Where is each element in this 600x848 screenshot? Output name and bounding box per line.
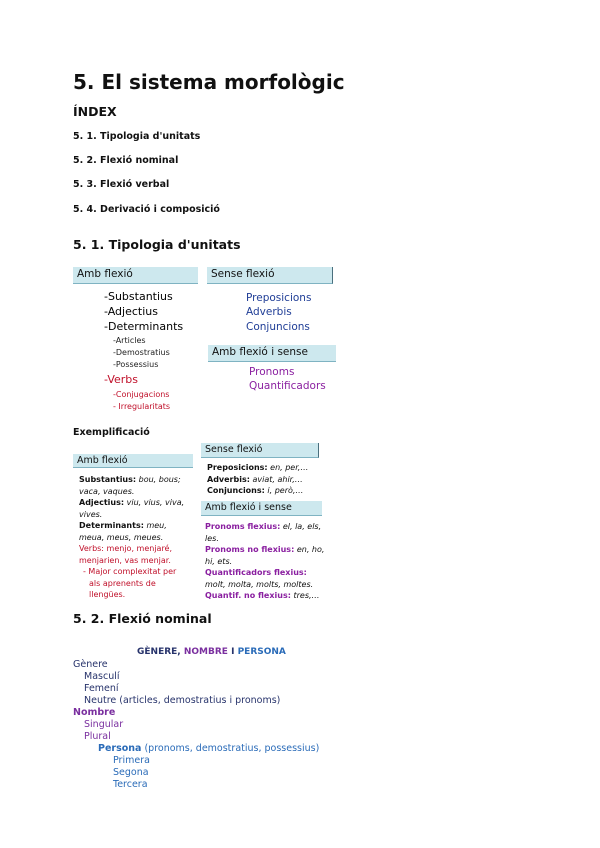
ex-line: Quantificadors flexius:: [205, 568, 307, 577]
ex-amb-lines: [79, 474, 184, 601]
ex-line: Conjuncions: i, però,…: [207, 486, 304, 495]
ex-line: Determinants: meu,: [79, 521, 167, 530]
sense-item: Preposicions: [246, 292, 312, 304]
sense-item: Adverbis: [246, 306, 292, 318]
genere-label: Gènere: [73, 659, 108, 670]
amb-i-sense-label: Amb flexió i sense: [208, 345, 336, 362]
type-item: -Substantius: [104, 290, 173, 303]
ex-line: Adverbis: aviat, ahir,…: [207, 474, 303, 484]
ex-sense-lines: [207, 462, 308, 497]
ex-line: Adjectius: viu, vius, viva,: [79, 498, 185, 507]
page-title: 5. El sistema morfològic: [73, 70, 345, 94]
ex-note-line: llengües.: [89, 590, 126, 599]
nombre-label: Nombre: [73, 707, 116, 718]
ex-line: Preposicions: en, per,…: [207, 463, 309, 472]
ex-verbs-line: menjarien, vas menjar.: [79, 555, 171, 565]
persona-item: Primera: [113, 755, 150, 766]
genere-item: Femení: [84, 683, 119, 694]
sense-item: Conjuncions: [246, 321, 310, 333]
section1-heading: 5. 1. Tipologia d'unitats: [73, 237, 241, 252]
ex-line: vaca, vaques.: [79, 486, 135, 496]
genere-item: Masculí: [84, 671, 120, 682]
ex-line: meua, meus, meues.: [79, 532, 164, 542]
exemplificacio-heading: Exemplificació: [73, 427, 150, 438]
sense-flexio-label: Sense flexió: [207, 267, 333, 284]
nominal-header: GÈNERE, NOMBRE I PERSONA: [137, 647, 286, 657]
ex-verbs-line: Verbs: menjo, menjaré,: [79, 544, 173, 553]
nombre-item: Plural: [84, 731, 111, 742]
sub-item: -Articles: [113, 336, 146, 345]
persona-item: Tercera: [113, 779, 148, 790]
verb-sub-item: -Conjugacions: [113, 390, 170, 399]
ex-line: Pronoms no flexius: en, ho,: [205, 545, 325, 554]
ex-line: Pronoms flexius: el, la, els,: [205, 522, 322, 531]
ex-line: Quantif. no flexius: tres,…: [205, 591, 320, 600]
amb-flexio-label: Amb flexió: [73, 267, 198, 284]
ex-mixed-lines: [205, 521, 324, 602]
verbs-item: -Verbs: [104, 373, 138, 386]
toc-item[interactable]: 5. 4. Derivació i composició: [73, 204, 220, 215]
verb-sub-item: - Irregularitats: [113, 402, 171, 411]
ex-note-line: als aprenents de: [89, 578, 156, 588]
toc-item[interactable]: 5. 1. Tipologia d'unitats: [73, 131, 201, 142]
ex-sense-flexio-label: Sense flexió: [201, 443, 319, 458]
ex-line: Substantius: bou, bous;: [79, 475, 181, 484]
mixed-item: Pronoms: [249, 366, 295, 378]
sub-item: -Possessius: [113, 360, 159, 369]
persona-item: Segona: [113, 767, 149, 778]
persona-line: Persona (pronoms, demostratius, possessius): [98, 743, 320, 754]
ex-amb-i-sense-label: Amb flexió i sense: [201, 501, 322, 516]
toc-item[interactable]: 5. 3. Flexió verbal: [73, 179, 170, 190]
type-item: -Adjectius: [104, 305, 158, 318]
nombre-item: Singular: [84, 719, 124, 730]
mixed-item: Quantificadors: [249, 380, 326, 392]
ex-amb-flexio-label: Amb flexió: [73, 454, 193, 468]
genere-item: Neutre (articles, demostratius i pronoms): [84, 695, 281, 706]
toc-item[interactable]: 5. 2. Flexió nominal: [73, 155, 179, 166]
ex-line: molt, molta, molts, moltes.: [205, 579, 314, 589]
section2-heading: 5. 2. Flexió nominal: [73, 611, 212, 626]
ex-line: les.: [205, 533, 219, 543]
index-heading: ÍNDEX: [73, 104, 117, 119]
ex-line: vives.: [79, 509, 103, 519]
ex-line: hi, ets.: [205, 556, 233, 566]
ex-note-line: - Major complexitat per: [83, 567, 177, 576]
type-item: -Determinants: [104, 320, 184, 333]
sub-item: -Demostratius: [113, 348, 170, 357]
